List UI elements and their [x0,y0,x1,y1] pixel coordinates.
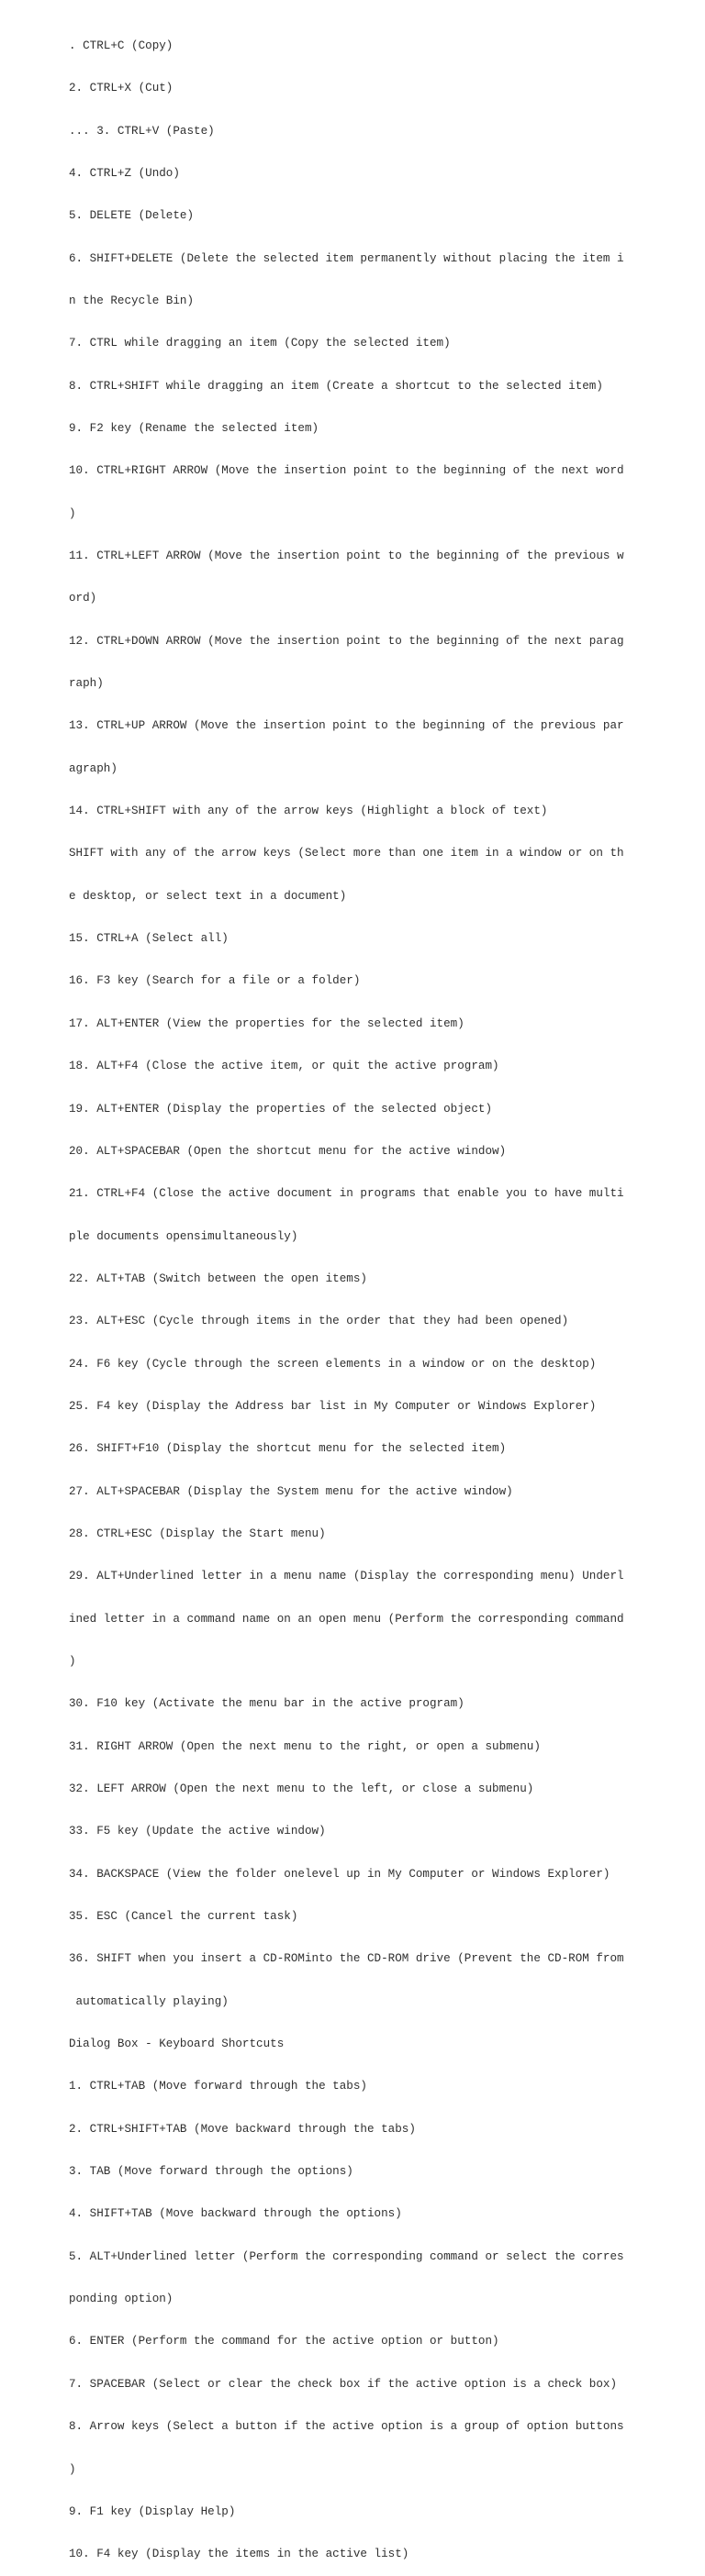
text-line: 34. BACKSPACE (View the folder onelevel up in My Computer or Windows Explorer) [69,1867,610,1881]
text-line: 24. F6 key (Cycle through the screen elements in a window or on the desktop) [69,1357,597,1371]
text-line: 21. CTRL+F4 (Close the active document in programs that enable you to have multi [69,1187,624,1201]
text-line: 35. ESC (Cancel the current task) [69,1910,298,1924]
text-line: ord) [69,592,97,605]
text-line: 2. CTRL+SHIFT+TAB (Move backward through the tabs) [69,2122,416,2136]
text-line: 16. F3 key (Search for a file or a folder) [69,974,361,988]
text-line: 25. F4 key (Display the Address bar list in My Computer or Windows Explorer) [69,1399,597,1413]
text-line: 5. ALT+Underlined letter (Perform the corresponding command or select the corres [69,2249,624,2263]
text-line: ple documents opensimultaneously) [69,1229,298,1243]
text-line: 15. CTRL+A (Select all) [69,932,229,946]
text-line: ... 3. CTRL+V (Paste) [69,124,215,138]
text-line: 27. ALT+SPACEBAR (Display the System menu for the active window) [69,1484,513,1498]
text-line: 29. ALT+Underlined letter in a menu name (Display the corresponding menu) Underl [69,1570,624,1583]
text-line: 9. F1 key (Display Help) [69,2504,236,2518]
text-line: 9. F2 key (Rename the selected item) [69,422,319,435]
text-line: 11. CTRL+LEFT ARROW (Move the insertion point to the beginning of the previous w [69,550,624,563]
text-line: 18. ALT+F4 (Close the active item, or quit the active program) [69,1060,499,1073]
text-line: 5. DELETE (Delete) [69,209,195,223]
text-line: 10. CTRL+RIGHT ARROW (Move the insertion point to the beginning of the next word [69,464,624,478]
text-line: agraph) [69,761,118,775]
text-line: . CTRL+C (Copy) [69,39,173,52]
text-line: 2. CTRL+X (Cut) [69,82,173,95]
text-line: 17. ALT+ENTER (View the properties for the selected item) [69,1016,464,1030]
text-line: n the Recycle Bin) [69,294,195,307]
text-line: 32. LEFT ARROW (Open the next menu to the left, or close a submenu) [69,1782,534,1795]
text-line: 31. RIGHT ARROW (Open the next menu to the right, or open a submenu) [69,1739,541,1753]
text-line: ined letter in a command name on an open menu (Perform the corresponding command [69,1612,624,1626]
text-line: e desktop, or select text in a document) [69,889,347,903]
text-line: 8. CTRL+SHIFT while dragging an item (Create a shortcut to the selected item) [69,379,603,393]
text-line: 36. SHIFT when you insert a CD-ROMinto the CD-ROM drive (Prevent the CD-ROM from [69,1952,624,1966]
text-line: 4. SHIFT+TAB (Move backward through the options) [69,2207,402,2221]
text-line: ) [69,2462,76,2476]
text-line: 13. CTRL+UP ARROW (Move the insertion point to the beginning of the previous par [69,719,624,733]
text-line: ) [69,506,76,520]
text-line: ponding option) [69,2293,173,2306]
text-line: 1. CTRL+TAB (Move forward through the tabs) [69,2080,367,2093]
text-line: 4. CTRL+Z (Undo) [69,166,180,180]
text-line: 20. ALT+SPACEBAR (Open the shortcut menu for the active window) [69,1144,507,1158]
text-line: 28. CTRL+ESC (Display the Start menu) [69,1527,326,1540]
text-line: 26. SHIFT+F10 (Display the shortcut menu for the selected item) [69,1442,507,1456]
text-line: raph) [69,677,104,691]
text-line: 7. SPACEBAR (Select or clear the check box if the active option is a check box) [69,2377,618,2391]
text-line: 30. F10 key (Activate the menu bar in the active program) [69,1697,464,1711]
text-line: ) [69,1654,76,1668]
text-line: 3. TAB (Move forward through the options) [69,2165,353,2179]
text-line: 33. F5 key (Update the active window) [69,1825,326,1838]
section-heading: Dialog Box - Keyboard Shortcuts [69,2037,285,2051]
text-line: 22. ALT+TAB (Switch between the open items) [69,1271,367,1285]
text-line: 6. ENTER (Perform the command for the active option or button) [69,2335,499,2348]
text-line: 8. Arrow keys (Select a button if the active option is a group of option buttons [69,2420,624,2434]
text-line: 6. SHIFT+DELETE (Delete the selected item permanently without placing the item i [69,251,624,265]
text-line: SHIFT with any of the arrow keys (Select more than one item in a window or on th [69,847,624,861]
text-line: 23. ALT+ESC (Cycle through items in the order that they had been opened) [69,1315,569,1328]
text-line: 19. ALT+ENTER (Display the properties of the selected object) [69,1102,493,1116]
document-body [69,11,624,2576]
text-line: 14. CTRL+SHIFT with any of the arrow keys (Highlight a block of text) [69,805,548,818]
text-line: 12. CTRL+DOWN ARROW (Move the insertion point to the beginning of the next parag [69,634,624,648]
text-line: 10. F4 key (Display the items in the active list) [69,2548,409,2561]
text-line: automatically playing) [69,1994,229,2008]
text-line: 7. CTRL while dragging an item (Copy the selected item) [69,337,451,350]
